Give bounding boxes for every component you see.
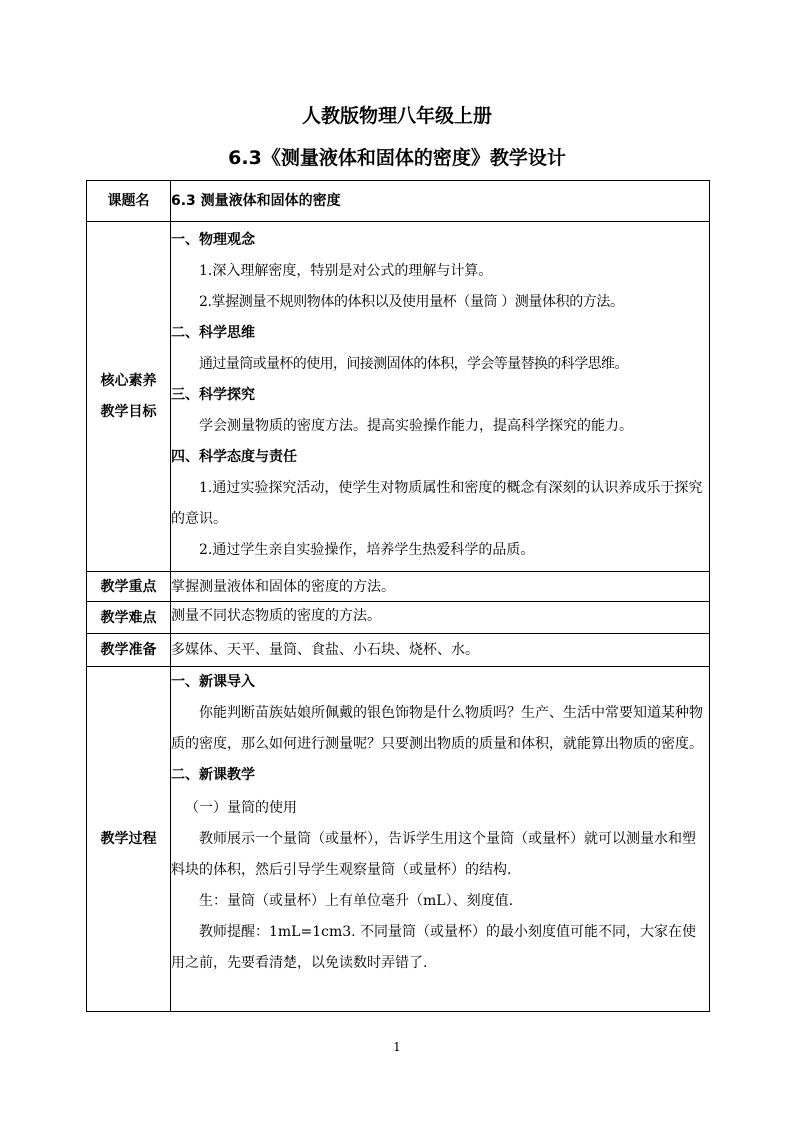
label-process: 教学过程 — [87, 667, 171, 1012]
process-heading-1: 一、新课导入 — [171, 674, 255, 690]
value-process — [171, 667, 710, 1012]
goal-text: 通过量筒或量杯的使用，间接测固体的体积，学会等量替换的科学思维。 — [199, 356, 628, 372]
row-process — [87, 667, 710, 1012]
goal-heading-3: 三、科学探究 — [171, 387, 255, 403]
row-goals — [87, 222, 710, 572]
label-goals — [87, 222, 171, 572]
process-text: 教师展示一个量筒（或量杯），告诉学生用这个量筒（或量杯）就可以测量水和塑料块的体积，然后引导学生观察量筒（或量杯）的结构. — [171, 831, 696, 878]
goal-text: 学会测量物质的密度方法。提高实验操作能力，提高科学探究的能力。 — [199, 418, 633, 434]
process-text: 生：量筒（或量杯）上有单位毫升（mL）、刻度值. — [199, 893, 514, 909]
value-key: 掌握测量液体和固体的密度的方法。 — [171, 572, 710, 602]
document-subtitle: 6.3《测量液体和固体的密度》教学设计 — [228, 147, 566, 169]
row-difficulty — [87, 602, 710, 634]
goal-text: 2.掌握测量不规则物体的体积以及使用量杯（量筒 ）测量体积的方法。 — [199, 294, 624, 310]
goal-heading-2: 二、科学思维 — [171, 325, 255, 341]
process-heading-2: 二、新课教学 — [171, 767, 255, 783]
process-text: 你能判断苗族姑娘所佩戴的银色饰物是什么物质吗？生产、生活中常要知道某种物质的密度，那么如何进行测量呢？只要测出物质的质量和体积，就能算出物质的密度。 — [171, 705, 703, 752]
goal-text: 1.深入理解密度，特别是对公式的理解与计算。 — [199, 263, 493, 279]
goal-heading-4: 四、科学态度与责任 — [171, 449, 297, 465]
goal-text: 2.通过学生亲自实验操作，培养学生热爱科学的品质。 — [199, 542, 535, 558]
label-topic: 课题名 — [87, 181, 171, 222]
row-topic — [87, 181, 710, 222]
label-key: 教学重点 — [87, 572, 171, 602]
process-text: 教师提醒：1mL=1cm3. 不同量筒（或量杯）的最小刻度值可能不同，大家在使用之前，先要看清楚，以免读数时弄错了. — [171, 924, 697, 971]
value-prep: 多媒体、天平、量筒、食盐、小石块、烧杯、水。 — [171, 634, 710, 667]
row-key — [87, 572, 710, 602]
goal-text: 1.通过实验探究活动，使学生对物质属性和密度的概念有深刻的认识养成乐于探究的意识。 — [171, 480, 703, 527]
value-difficulty: 测量不同状态物质的密度的方法。 — [171, 602, 710, 634]
process-subheading: （一）量筒的使用 — [185, 800, 297, 816]
label-prep: 教学准备 — [87, 634, 171, 667]
page-number: 1 — [393, 1040, 401, 1054]
label-difficulty: 教学难点 — [87, 602, 171, 634]
goal-heading-1: 一、物理观念 — [171, 232, 255, 248]
row-prep — [87, 634, 710, 667]
document-title: 人教版物理八年级上册 — [301, 105, 492, 127]
label-goals-line2: 教学目标 — [100, 404, 157, 420]
value-topic: 6.3 测量液体和固体的密度 — [171, 181, 710, 222]
value-goals — [171, 222, 710, 572]
lesson-plan-table — [86, 180, 710, 1012]
label-goals-line1: 核心素养 — [100, 373, 157, 389]
